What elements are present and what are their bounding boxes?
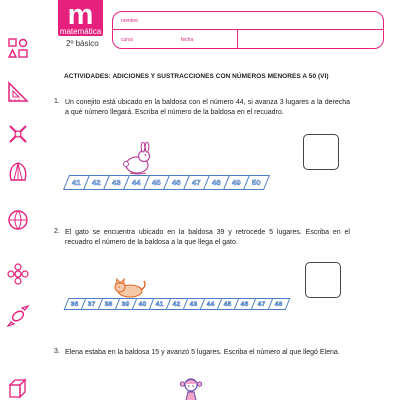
answer-box-2[interactable] <box>305 262 341 298</box>
tile-number: 40 <box>139 300 147 308</box>
cat-icon <box>112 278 148 298</box>
tile-number: 42 <box>92 178 101 187</box>
tile-number: 39 <box>122 300 130 308</box>
question-2-text: El gato se encuentra ubicado en la baldosa 39 y retrocede 5 lugares. Escriba en el recuadro el número de la baldosa a la que llega el gato. <box>65 229 350 246</box>
rabbit-icon <box>120 142 156 176</box>
beach-ball-icon <box>6 208 30 232</box>
pencils-icon <box>6 122 30 146</box>
tile-number: 37 <box>88 300 96 308</box>
tile-number: 41 <box>156 300 164 308</box>
tile-number: 41 <box>72 178 81 187</box>
question-1-number: 1. <box>54 98 60 105</box>
logo-subject: matemática <box>59 27 102 36</box>
tile-number: 46 <box>241 300 249 308</box>
flower-icon <box>6 262 30 286</box>
tile-number: 46 <box>172 178 181 187</box>
header-divider <box>112 29 384 30</box>
tile-number: 47 <box>258 300 266 308</box>
tile-number: 42 <box>173 300 181 308</box>
shell-icon <box>6 160 30 184</box>
date-label: fecha <box>181 37 194 43</box>
candy-icon <box>6 304 30 328</box>
question-3-text: Elena estaba en la baldosa 15 y avanzó 5 lugares. Escriba el número al que llegó Elena. <box>65 349 340 356</box>
tile-number: 47 <box>192 178 201 187</box>
tile-path-1 <box>66 175 266 190</box>
grade-label: 2º básico <box>66 39 99 48</box>
cube-icon <box>6 376 30 400</box>
question-2-number: 2. <box>54 228 60 235</box>
tile-number: 48 <box>275 300 283 308</box>
question-1-text: Un conejito está ubicado en la baldosa con el número 44, si avanza 3 lugares a la derecha a qué número llegará. Escriba el número de la baldosa en el recuadro. <box>65 99 350 116</box>
course-label: curso <box>121 37 134 43</box>
name-label: nombre <box>121 18 138 24</box>
tile-number: 45 <box>152 178 161 187</box>
geometric-shapes-icon <box>6 36 30 60</box>
student-info-frame <box>112 11 384 49</box>
logo <box>58 0 103 36</box>
logo-letter: m <box>67 0 94 31</box>
tile-number: 48 <box>212 178 221 187</box>
worksheet-title: ACTIVIDADES: ADICIONES Y SUSTRACCIONES CON NÚMEROS MENORES A 50 (VI) <box>64 73 329 80</box>
tile-number: 38 <box>105 300 113 308</box>
triangle-ruler-icon <box>6 80 30 104</box>
tile-number: 44 <box>132 178 141 187</box>
header-vertical-divider <box>237 29 238 49</box>
tile-number: 50 <box>252 178 261 187</box>
tile-number: 49 <box>232 178 241 187</box>
girl-icon <box>178 376 204 400</box>
number-tile <box>243 175 270 190</box>
answer-box-1[interactable] <box>303 134 339 170</box>
tile-path-2 <box>66 298 287 310</box>
tile-number: 43 <box>112 178 121 187</box>
tile-number: 44 <box>207 300 215 308</box>
tile-number: 36 <box>71 300 79 308</box>
number-tile <box>268 298 291 310</box>
question-3-number: 3. <box>54 348 60 355</box>
tile-number: 43 <box>190 300 198 308</box>
tile-number: 45 <box>224 300 232 308</box>
